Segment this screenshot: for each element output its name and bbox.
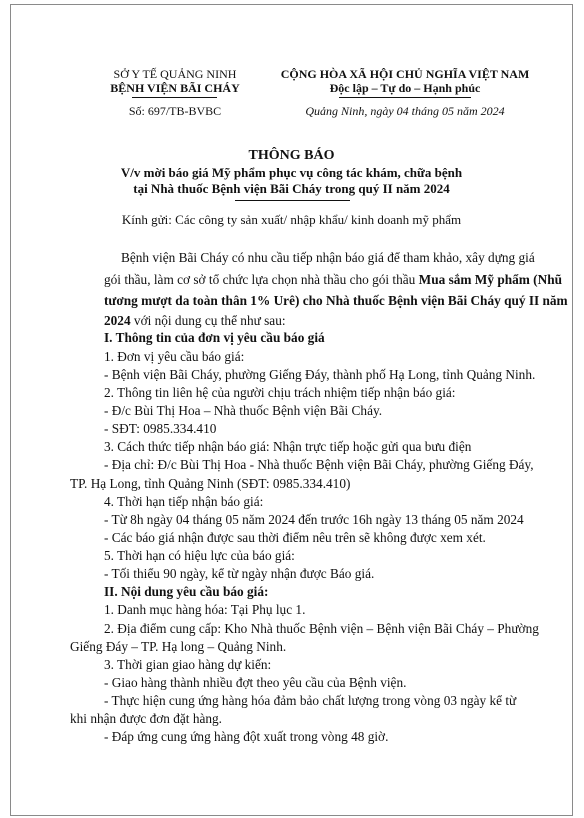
section-2-item: - Giao hàng thành nhiều đợt theo yêu cầu của Bệnh viện. xyxy=(104,675,407,690)
section-1-item: - SĐT: 0985.334.410 xyxy=(104,421,217,436)
recipient-line: Kính gửi: Các công ty sản xuất/ nhập khẩu/ kinh doanh mỹ phẩm xyxy=(121,212,462,227)
section-1-item: 4. Thời hạn tiếp nhận báo giá: xyxy=(104,494,264,509)
section-2-item: khi nhận được đơn đặt hàng. xyxy=(70,711,222,726)
section-1-item: - Đ/c Bùi Thị Hoa – Nhà thuốc Bệnh viện Bãi Cháy. xyxy=(104,403,383,418)
intro-line-3: tương mượt da toàn thân 1% Urê) cho Nhà thuốc Bệnh viện Bãi Cháy quý II năm xyxy=(104,293,568,308)
document-number: Số: 697/TB-BVBC xyxy=(128,104,222,118)
header-right-underline xyxy=(339,97,471,98)
section-1-item: - Các báo giá nhận được sau thời điểm nêu trên sẽ không được xem xét. xyxy=(104,530,486,545)
intro-text-end: với nội dung cụ thể như sau: xyxy=(130,313,286,328)
section-1-item: TP. Hạ Long, tỉnh Quảng Ninh (SĐT: 0985.334.410) xyxy=(70,476,351,491)
section-2-item: - Đáp ứng cung ứng hàng đột xuất trong vòng 48 giờ. xyxy=(104,729,389,744)
section-1-heading: I. Thông tin của đơn vị yêu cầu báo giá xyxy=(104,330,325,345)
section-1-item: - Từ 8h ngày 04 tháng 05 năm 2024 đến trước 16h ngày 13 tháng 05 năm 2024 xyxy=(104,512,524,527)
header-left-underline xyxy=(132,97,217,98)
section-2-item: 2. Địa điểm cung cấp: Kho Nhà thuốc Bệnh viện – Bệnh viện Bãi Cháy – Phường xyxy=(104,621,539,636)
section-2-item: 1. Danh mục hàng hóa: Tại Phụ lục 1. xyxy=(104,602,306,617)
intro-text: gói thầu, làm cơ sở tổ chức lựa chọn nhà thầu cho gói thầu xyxy=(104,272,419,287)
package-year: 2024 xyxy=(104,313,131,328)
package-name-part-1: Mua sắm Mỹ phẩm (Nhũ xyxy=(418,272,562,287)
section-2-item: - Thực hiện cung ứng hàng hóa đảm bảo chất lượng trong vòng 03 ngày kể từ xyxy=(104,693,517,708)
section-1-item: 5. Thời hạn có hiệu lực của báo giá: xyxy=(104,548,295,563)
section-1-item: 2. Thông tin liên hệ của người chịu trách nhiệm tiếp nhận báo giá: xyxy=(104,385,456,400)
intro-line-4 xyxy=(104,313,286,329)
section-1-item: 3. Cách thức tiếp nhận báo giá: Nhận trực tiếp hoặc gửi qua bưu điện xyxy=(104,439,472,454)
title-underline xyxy=(235,200,350,201)
hospital-name: BỆNH VIỆN BÃI CHÁY xyxy=(110,81,240,95)
section-2-item: Giếng Đáy – TP. Hạ long – Quảng Ninh. xyxy=(70,639,287,654)
section-2-item: 3. Thời gian giao hàng dự kiến: xyxy=(104,657,272,672)
agency-name: SỞ Y TẾ QUẢNG NINH xyxy=(113,67,237,81)
section-1-item: - Địa chỉ: Đ/c Bùi Thị Hoa - Nhà thuốc Bệnh viện Bãi Cháy, phường Giếng Đáy, xyxy=(104,457,534,472)
section-1-item: 1. Đơn vị yêu cầu báo giá: xyxy=(104,349,245,364)
section-2-heading: II. Nội dung yêu cầu báo giá: xyxy=(104,584,269,599)
motto: Độc lập – Tự do – Hạnh phúc xyxy=(329,81,481,95)
section-1-item: - Bệnh viện Bãi Cháy, phường Giếng Đáy, thành phố Hạ Long, tỉnh Quảng Ninh. xyxy=(104,367,536,382)
notice-subject-line-2: tại Nhà thuốc Bệnh viện Bãi Cháy trong quý II năm 2024 xyxy=(133,181,450,196)
intro-line-2 xyxy=(104,272,562,288)
notice-subject-line-1: V/v mời báo giá Mỹ phẩm phục vụ công tác khám, chữa bệnh xyxy=(120,165,463,180)
country-name: CỘNG HÒA XÃ HỘI CHỦ NGHĨA VIỆT NAM xyxy=(280,67,530,81)
intro-line-1: Bệnh viện Bãi Cháy có nhu cầu tiếp nhận báo giá để tham khảo, xây dựng giá xyxy=(121,250,535,265)
section-1-item: - Tối thiểu 90 ngày, kể từ ngày nhận được Báo giá. xyxy=(104,566,375,581)
notice-title: THÔNG BÁO xyxy=(248,148,335,163)
date-line: Quảng Ninh, ngày 04 tháng 05 năm 2024 xyxy=(305,104,505,118)
